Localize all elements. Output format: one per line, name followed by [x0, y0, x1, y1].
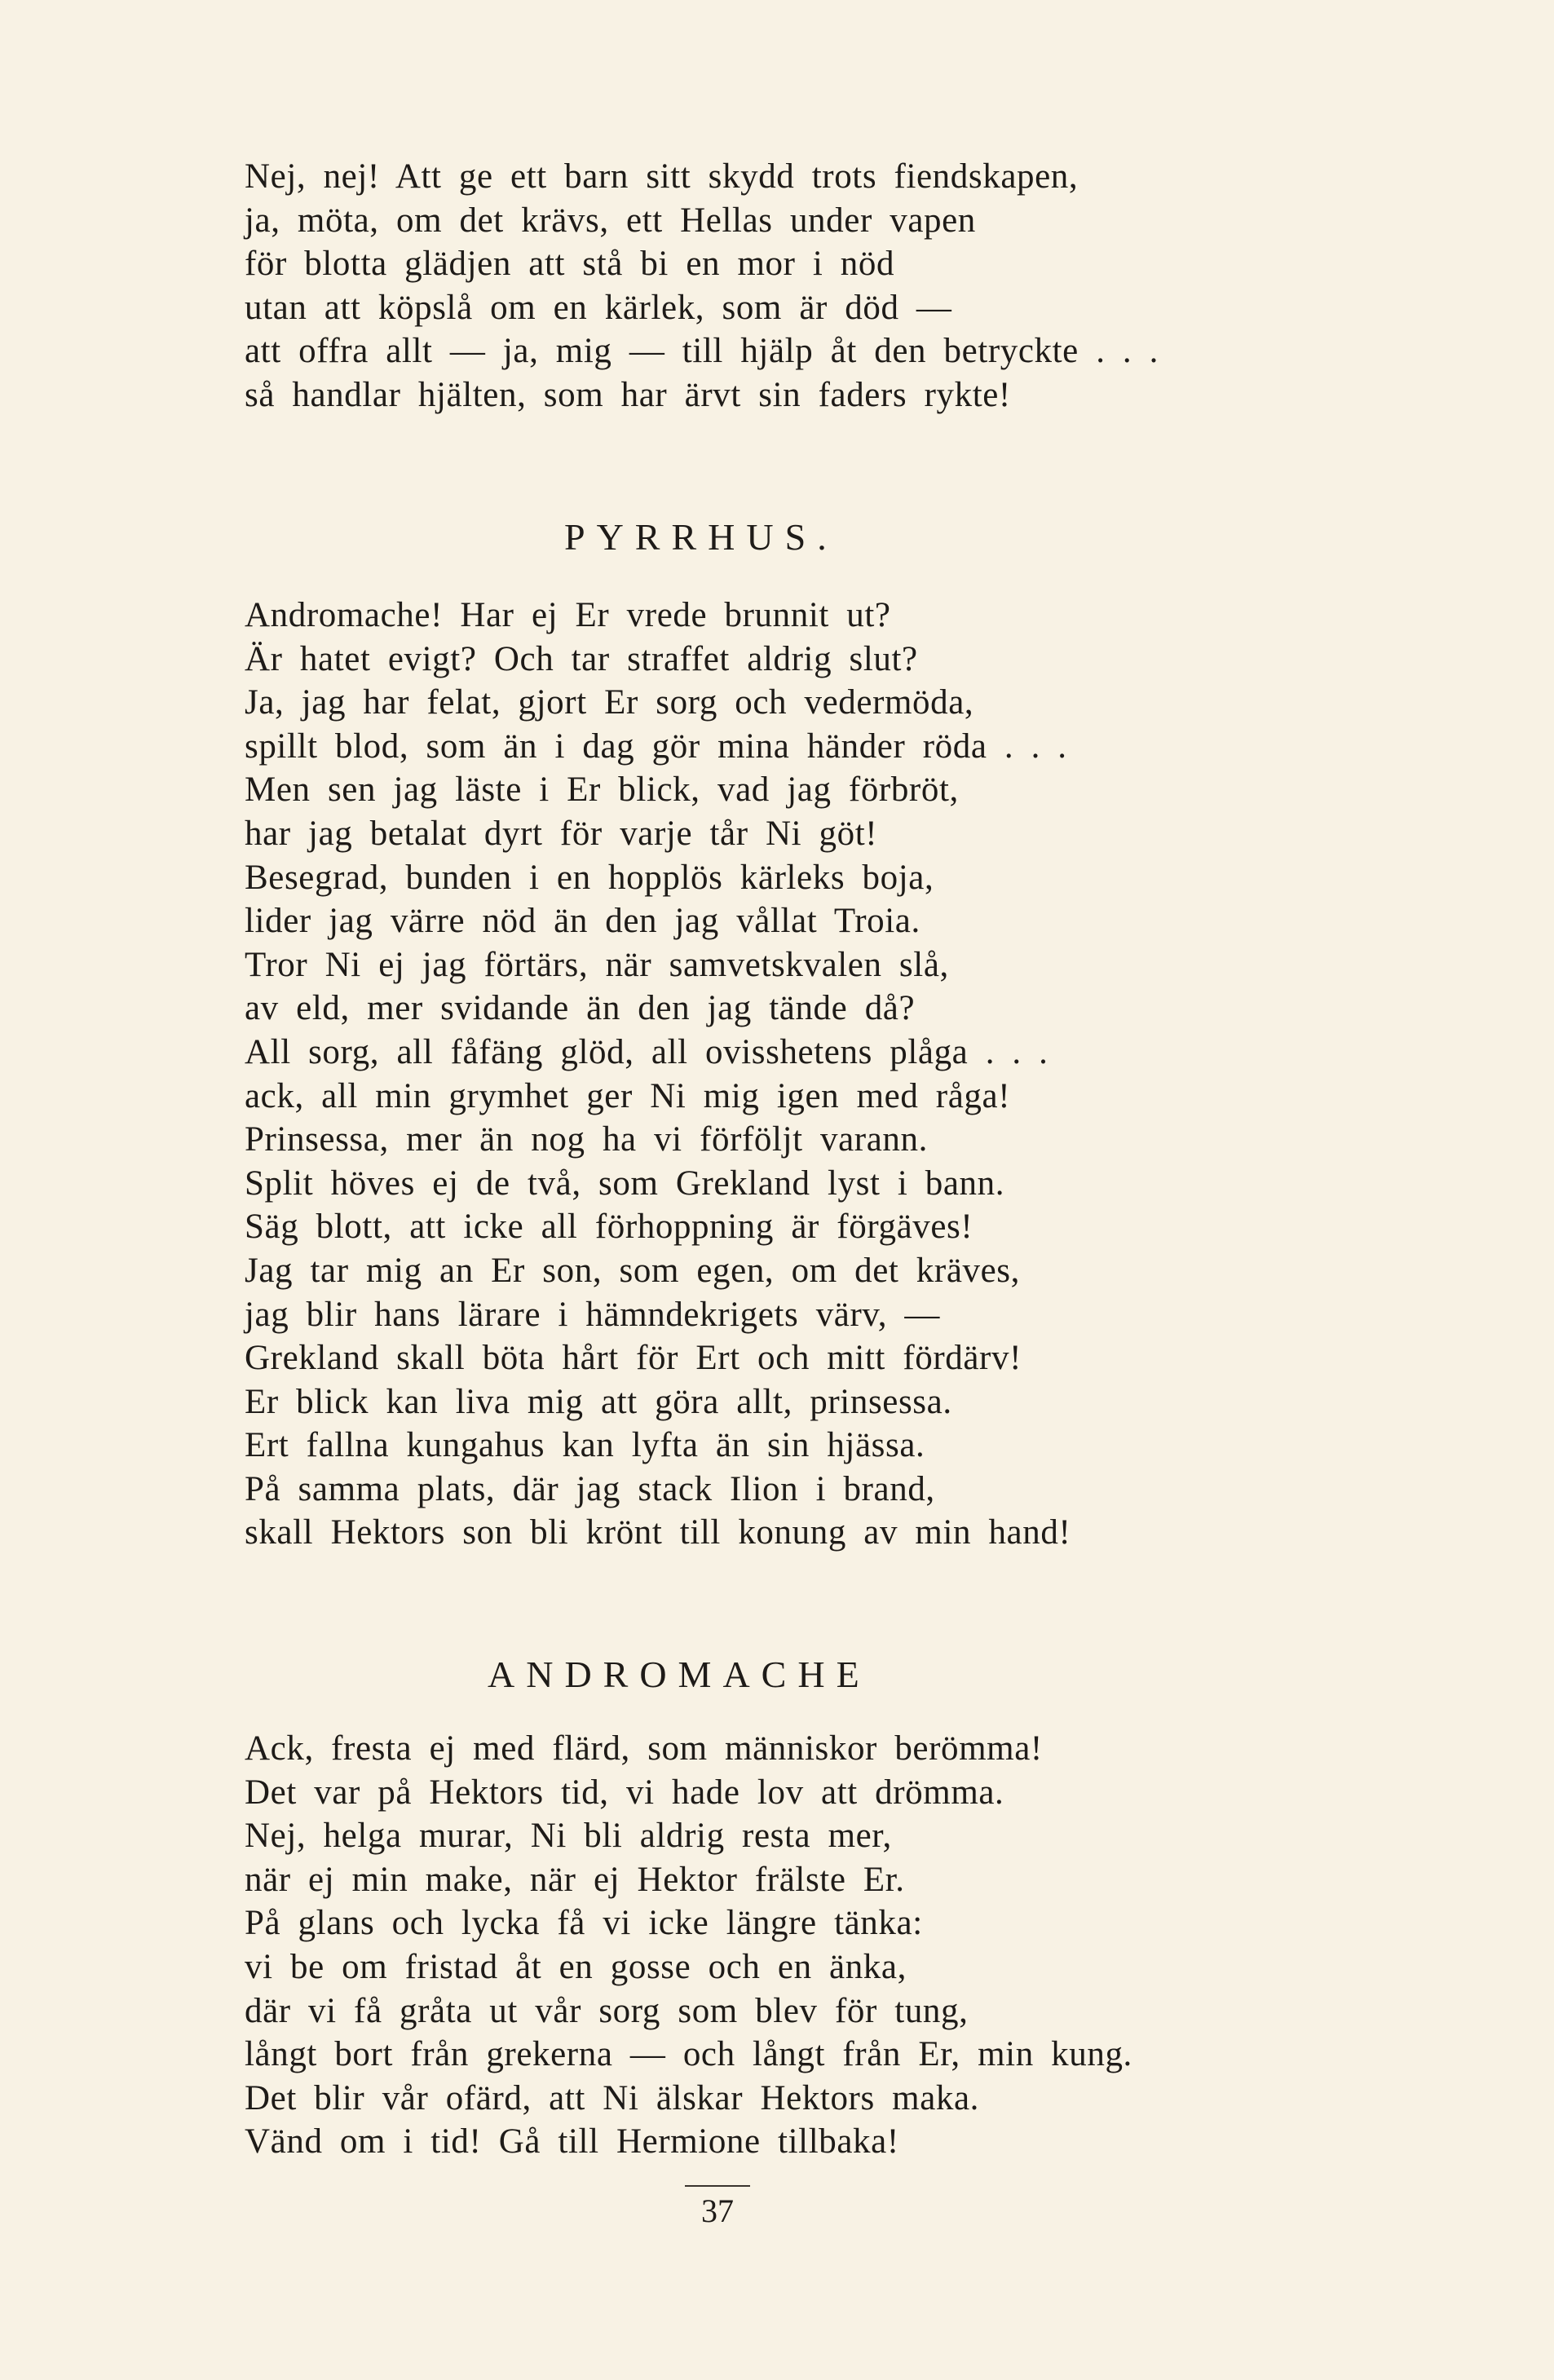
verse-line: Andromache! Har ej Er vrede brunnit ut?	[245, 596, 891, 634]
verse-line: långt bort från grekerna — och långt från Er, min kung.	[245, 2035, 1132, 2074]
verse-line: All sorg, all fåfäng glöd, all ovisshetens plåga . . .	[245, 1032, 1049, 1071]
verse-line: för blotta glädjen att stå bi en mor i nöd	[245, 245, 895, 284]
verse-line: så handlar hjälten, som har ärvt sin faders rykte!	[245, 375, 1011, 414]
verse-line: jag blir hans lärare i hämndekrigets värv, —	[245, 1295, 941, 1334]
verse-line: Vänd om i tid! Gå till Hermione tillbaka!	[245, 2122, 899, 2161]
verse-line: Det var på Hektors tid, vi hade lov att drömma.	[245, 1773, 1004, 1812]
speaker-heading-pyrrhus: PYRRHUS.	[564, 516, 838, 558]
verse-line: har jag betalat dyrt för varje tår Ni göt!	[245, 814, 878, 853]
verse-line: ack, all min grymhet ger Ni mig igen med råga!	[245, 1076, 1011, 1115]
verse-line: att offra allt — ja, mig — till hjälp åt den betryckte . . .	[245, 332, 1159, 371]
page-number: 37	[701, 2192, 734, 2229]
verse-line: spillt blod, som än i dag gör mina händer röda . . .	[245, 726, 1067, 766]
verse-line: av eld, mer svidande än den jag tände då?	[245, 989, 916, 1028]
verse-line: Det blir vår ofärd, att Ni älskar Hektors maka.	[245, 2078, 980, 2117]
speaker-heading-andromache: ANDROMACHE	[488, 1654, 871, 1695]
verse-line: På samma plats, där jag stack Ilion i brand,	[245, 1469, 935, 1508]
verse-line: Är hatet evigt? Och tar straffet aldrig slut?	[245, 639, 918, 678]
verse-line: Tror Ni ej jag förtärs, när samvetskvalen slå,	[245, 945, 949, 984]
verse-line: Ack, fresta ej med flärd, som människor berömma!	[245, 1729, 1043, 1768]
verse-line: Men sen jag läste i Er blick, vad jag förbröt,	[245, 771, 959, 810]
verse-line: Grekland skall böta hårt för Ert och mitt fördärv!	[245, 1339, 1022, 1378]
verse-line: Ert fallna kungahus kan lyfta än sin hjässa.	[245, 1426, 925, 1465]
verse-line: Prinsessa, mer än nog ha vi förföljt varann.	[245, 1120, 928, 1159]
verse-line: Säg blott, att icke all förhoppning är förgäves!	[245, 1208, 973, 1247]
verse-line: Ja, jag har felat, gjort Er sorg och vedermöda,	[245, 683, 974, 722]
andromache-speech	[245, 1727, 1132, 2164]
verse-line: där vi få gråta ut vår sorg som blev för tung,	[245, 1991, 969, 2030]
verse-line: Split höves ej de två, som Grekland lyst i bann.	[245, 1164, 1005, 1203]
intro-stanza	[245, 155, 1159, 417]
verse-line: skall Hektors son bli krönt till konung av min hand!	[245, 1513, 1071, 1552]
verse-line: utan att köpslå om en kärlek, som är död —	[245, 288, 952, 327]
verse-line: lider jag värre nöd än den jag vållat Troia.	[245, 902, 920, 941]
verse-line: vi be om fristad åt en gosse och en änka,	[245, 1947, 907, 1986]
verse-line: Nej, helga murar, Ni bli aldrig resta mer,	[245, 1817, 892, 1856]
pyrrhus-speech	[245, 594, 1071, 1555]
verse-line: ja, möta, om det krävs, ett Hellas under vapen	[245, 201, 976, 240]
verse-line: Nej, nej! Att ge ett barn sitt skydd trots fiendskapen,	[245, 157, 1079, 196]
verse-line: när ej min make, när ej Hektor frälste Er.	[245, 1860, 905, 1899]
page-number-rule	[685, 2185, 750, 2187]
verse-line: Er blick kan liva mig att göra allt, prinsessa.	[245, 1382, 952, 1421]
verse-line: På glans och lycka få vi icke längre tänka:	[245, 1904, 923, 1943]
verse-line: Besegrad, bunden i en hopplös kärleks boja,	[245, 858, 934, 897]
verse-line: Jag tar mig an Er son, som egen, om det kräves,	[245, 1251, 1020, 1290]
